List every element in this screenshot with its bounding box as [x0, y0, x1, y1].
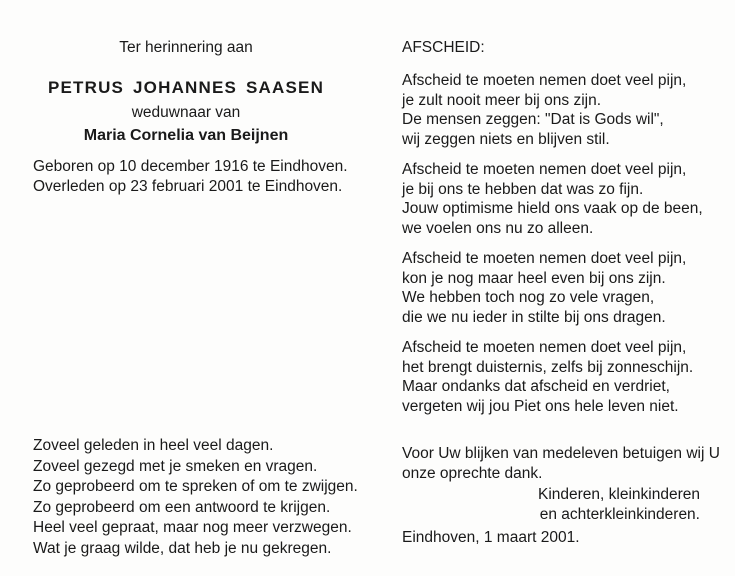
stanza-line: kon je nog maar heel even bij ons zijn. [402, 269, 666, 287]
stanza-line: vergeten wij jou Piet ons hele leven niet. [402, 397, 679, 415]
poem-line: Wat je graag wilde, dat heb je nu gekregen. [33, 539, 332, 557]
signature-line: Kinderen, kleinkinderen [538, 486, 700, 503]
stanza-line: Maar ondanks dat afscheid en verdriet, [402, 378, 670, 395]
farewell-heading: AFSCHEID: [402, 39, 485, 56]
stanza-line: Afscheid te moeten nemen doet veel pijn, [402, 161, 687, 178]
stanza-line: je bij ons te hebben dat was zo fijn. [402, 180, 644, 198]
poem-line: Zoveel gezegd met je smeken en vragen. [33, 457, 318, 475]
poem-line: Zoveel geleden in heel veel dagen. [33, 437, 274, 454]
right-column [402, 38, 722, 427]
stanza-line: wij zeggen niets en blijven stil. [402, 130, 610, 148]
farewell-stanza-1 [402, 71, 722, 149]
farewell-stanza-4 [402, 338, 722, 416]
deceased-name: PETRUS JOHANNES SAASEN [47, 78, 325, 97]
poem-line: Heel veel gepraat, maar nog meer verzwegen. [33, 519, 352, 536]
intro-line: Ter herinnering aan [119, 39, 253, 56]
relation-line: weduwnaar van [131, 104, 241, 121]
stanza-line: Afscheid te moeten nemen doet veel pijn, [402, 250, 687, 267]
thanks-line: Voor Uw blijken van medeleven betuigen wij U [402, 445, 720, 462]
signature-block [402, 485, 717, 524]
poem-line: Zo geprobeerd om een antwoord te krijgen. [33, 498, 331, 516]
stanza-line: het brengt duisternis, zelfs bij zonneschijn. [402, 358, 694, 376]
death-line: Overleden op 23 februari 2001 te Eindhoven. [33, 178, 343, 195]
stanza-line: Jouw optimisme hield ons vaak op de been, [402, 200, 703, 217]
stanza-line: De mensen zeggen: "Dat is Gods wil", [402, 111, 664, 128]
birth-line: Geboren op 10 december 1916 te Eindhoven. [33, 158, 348, 175]
stanza-line: We hebben toch nog zo vele vragen, [402, 289, 655, 306]
stanza-line: we voelen ons nu zo alleen. [402, 219, 594, 237]
stanza-line: Afscheid te moeten nemen doet veel pijn, [402, 72, 687, 89]
farewell-stanza-2 [402, 160, 722, 238]
farewell-stanza-3 [402, 249, 722, 327]
spouse-name: Maria Cornelia van Beijnen [83, 127, 289, 144]
stanza-line: die we nu ieder in stilte bij ons dragen. [402, 308, 666, 326]
stanza-line: Afscheid te moeten nemen doet veel pijn, [402, 339, 687, 356]
acknowledgement-block [402, 444, 720, 548]
poem-line: Zo geprobeerd om te spreken of om te zwijgen. [33, 478, 358, 495]
thanks-line: onze oprechte dank. [402, 464, 543, 482]
stanza-line: je zult nooit meer bij ons zijn. [402, 91, 602, 109]
closing-line: Eindhoven, 1 maart 2001. [402, 529, 580, 546]
left-poem [33, 436, 383, 559]
left-column-header [33, 38, 348, 197]
signature-line: en achterkleinkinderen. [539, 505, 700, 523]
